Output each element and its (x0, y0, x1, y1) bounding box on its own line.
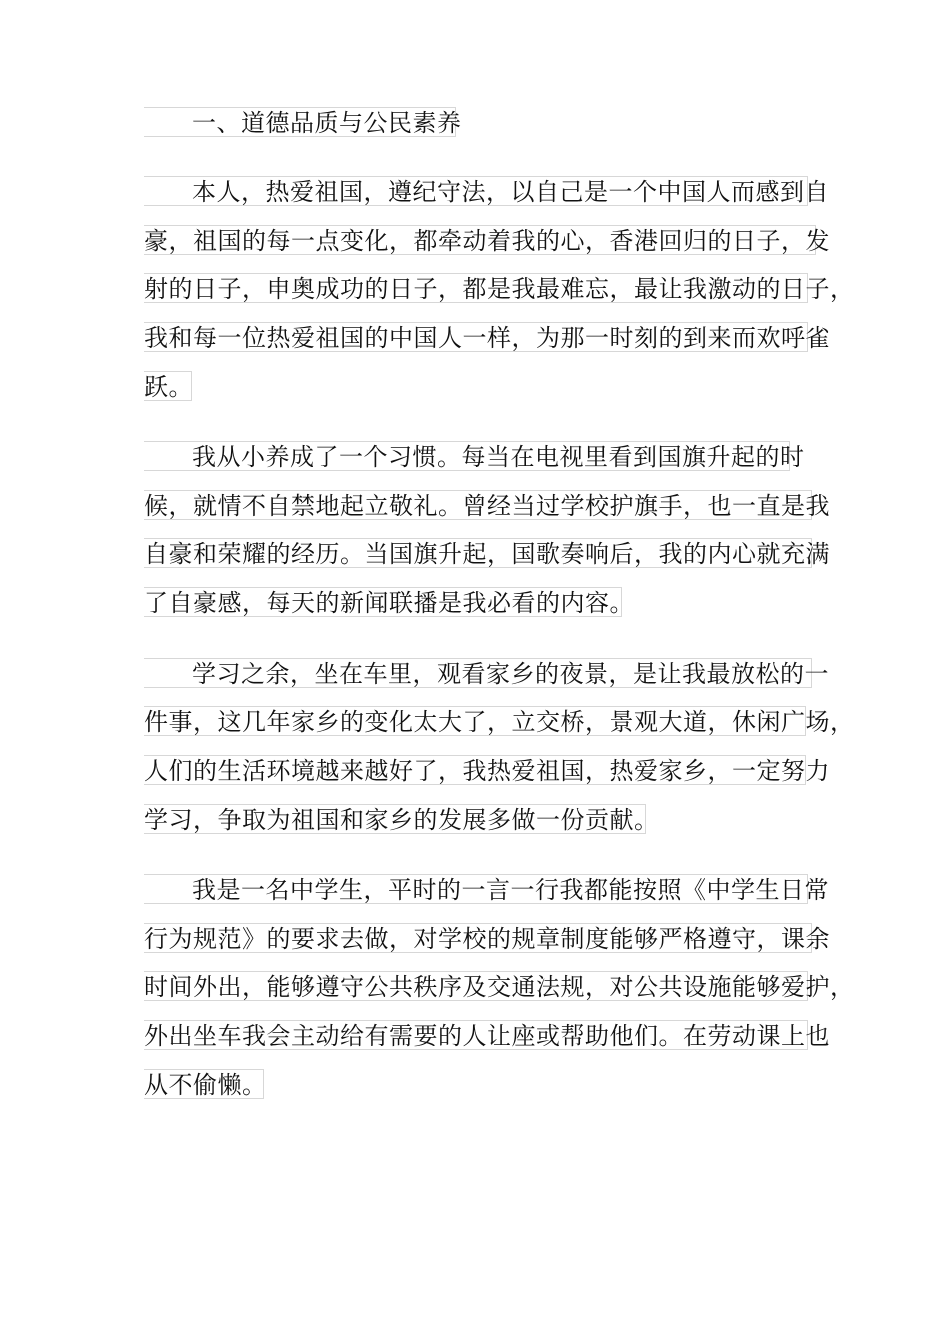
paragraph-3-line-4: 学习，争取为祖国和家乡的发展多做一份贡献。 (144, 806, 659, 834)
paragraph-4-line-2: 行为规范》的要求去做，对学校的规章制度能够严格遵守，课余 (144, 925, 830, 953)
section-heading: 一、道德品质与公民素养 (144, 107, 456, 137)
paragraph-2-line-2: 候，就情不自禁地起立敬礼。曾经当过学校护旗手，也一直是我 (144, 492, 830, 520)
paragraph-4-line-3: 时间外出，能够遵守公共秩序及交通法规，对公共设施能够爱护， (144, 973, 855, 1001)
paragraph-4-line-5: 从不偷懒。 (144, 1071, 267, 1099)
paragraph-3-line-1: 学习之余，坐在车里，观看家乡的夜景，是让我最放松的一 (144, 658, 812, 688)
paragraph-3-line-2: 件事，这几年家乡的变化太大了，立交桥，景观大道，休闲广场， (144, 708, 855, 736)
paragraph-4-line-4: 外出坐车我会主动给有需要的人让座或帮助他们。在劳动课上也 (144, 1022, 830, 1050)
paragraph-1-line-1: 本人，热爱祖国，遵纪守法，以自己是一个中国人而感到自 (144, 176, 808, 206)
paragraph-2-line-4: 了自豪感，每天的新闻联播是我必看的内容。 (144, 589, 634, 617)
paragraph-3-line-3: 人们的生活环境越来越好了，我热爱祖国，热爱家乡，一定努力 (144, 757, 830, 785)
paragraph-2-line-1: 我从小养成了一个习惯。每当在电视里看到国旗升起的时 (144, 441, 790, 471)
paragraph-1-line-4: 我和每一位热爱祖国的中国人一样，为那一时刻的到来而欢呼雀 (144, 324, 830, 352)
paragraph-4-line-1: 我是一名中学生，平时的一言一行我都能按照《中学生日常 (144, 874, 808, 904)
paragraph-1-line-3: 射的日子，申奥成功的日子，都是我最难忘，最让我激动的日子， (144, 275, 855, 303)
paragraph-1-line-2: 豪，祖国的每一点变化，都牵动着我的心，香港回归的日子，发 (144, 227, 830, 255)
paragraph-1-line-5: 跃。 (144, 373, 193, 401)
paragraph-2-line-3: 自豪和荣耀的经历。当国旗升起，国歌奏响后，我的内心就充满 (144, 540, 830, 568)
